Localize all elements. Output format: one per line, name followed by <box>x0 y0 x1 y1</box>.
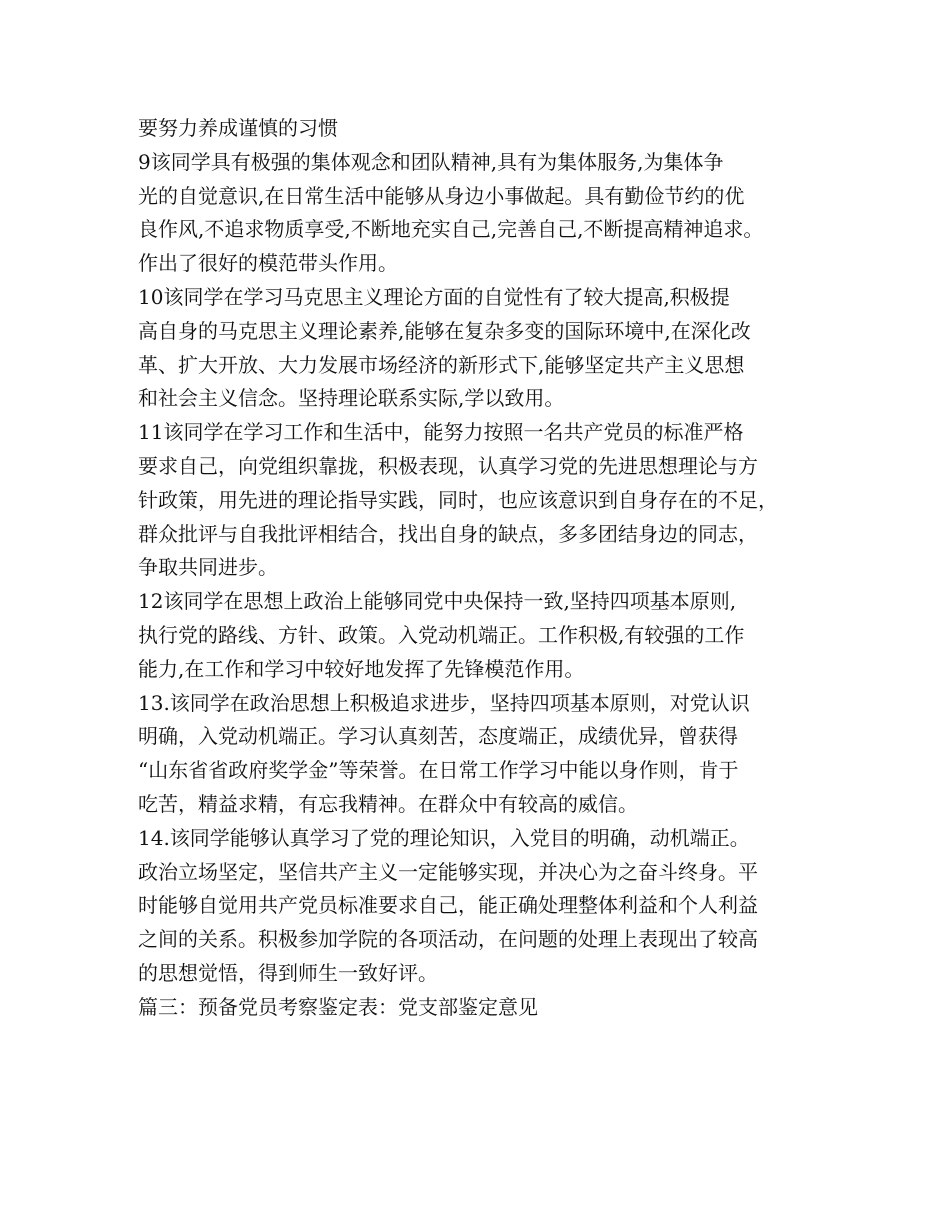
text-line: “山东省省政府奖学金”等荣誉。在日常工作学习中能以身作则，肯于 <box>138 758 739 783</box>
text-line: 明确，入党动机端正。学习认真刻苦，态度端正，成绩优异，曾获得 <box>138 724 738 749</box>
text-line: 能力,在工作和学习中较好地发挥了先锋模范作用。 <box>138 656 585 681</box>
section-heading: 篇三：预备党员考察鉴定表：党支部鉴定意见 <box>138 994 538 1019</box>
text-line: 和社会主义信念。坚持理论联系实际,学以致用。 <box>138 386 565 411</box>
text-line: 11该同学在学习工作和生活中，能努力按照一名共产党员的标准严格 <box>138 420 744 445</box>
text-line: 执行党的路线、方针、政策。入党动机端正。工作积极,有较强的工作 <box>138 622 745 647</box>
text-line: 12该同学在思想上政治上能够同党中央保持一致,坚持四项基本原则, <box>138 589 737 614</box>
text-line: 针政策，用先进的理论指导实践，同时，也应该意识到自身存在的不足， <box>138 487 778 512</box>
text-line: 政治立场坚定，坚信共产主义一定能够实现，并决心为之奋斗终身。平 <box>138 859 758 884</box>
text-line: 高自身的马克思主义理论素养,能够在复杂多变的国际环境中,在深化改 <box>138 318 751 343</box>
document-body <box>138 112 828 1025</box>
text-line: 吃苦，精益求精，有忘我精神。在群众中有较高的威信。 <box>138 791 638 816</box>
text-line: 革、扩大开放、大力发展市场经济的新形式下,能够坚定共产主义思想 <box>138 352 745 377</box>
text-line: 群众批评与自我批评相结合，找出自身的缺点，多多团结身边的同志， <box>138 521 758 546</box>
text-line: 光的自觉意识,在日常生活中能够从身边小事做起。具有勤俭节约的优 <box>138 183 745 208</box>
text-line: 的思想觉悟，得到师生一致好评。 <box>138 960 438 985</box>
text-line: 要求自己，向党组织靠拢，积极表现，认真学习党的先进思想理论与方 <box>138 453 758 478</box>
text-line: 10该同学在学习马克思主义理论方面的自觉性有了较大提高,积极提 <box>138 284 730 309</box>
text-line: 时能够自觉用共产党员标准要求自己，能正确处理整体利益和个人利益 <box>138 893 758 918</box>
text-line: 14.该同学能够认真学习了党的理论知识，入党目的明确，动机端正。 <box>138 825 750 850</box>
text-line: 要努力养成谨慎的习惯 <box>138 116 338 140</box>
text-line: 13.该同学在政治思想上积极追求进步，坚持四项基本原则，对党认识 <box>138 690 750 715</box>
text-line: 之间的关系。积极参加学院的各项活动，在问题的处理上表现出了较高 <box>138 927 758 952</box>
text-line: 作出了很好的模范带头作用。 <box>138 251 398 276</box>
text-line: 争取共同进步。 <box>138 555 278 580</box>
text-line: 9该同学具有极强的集体观念和团队精神,具有为集体服务,为集体争 <box>138 149 724 174</box>
text-line: 良作风,不追求物质享受,不断地充实自己,完善自己,不断提高精神追求。 <box>138 217 764 242</box>
